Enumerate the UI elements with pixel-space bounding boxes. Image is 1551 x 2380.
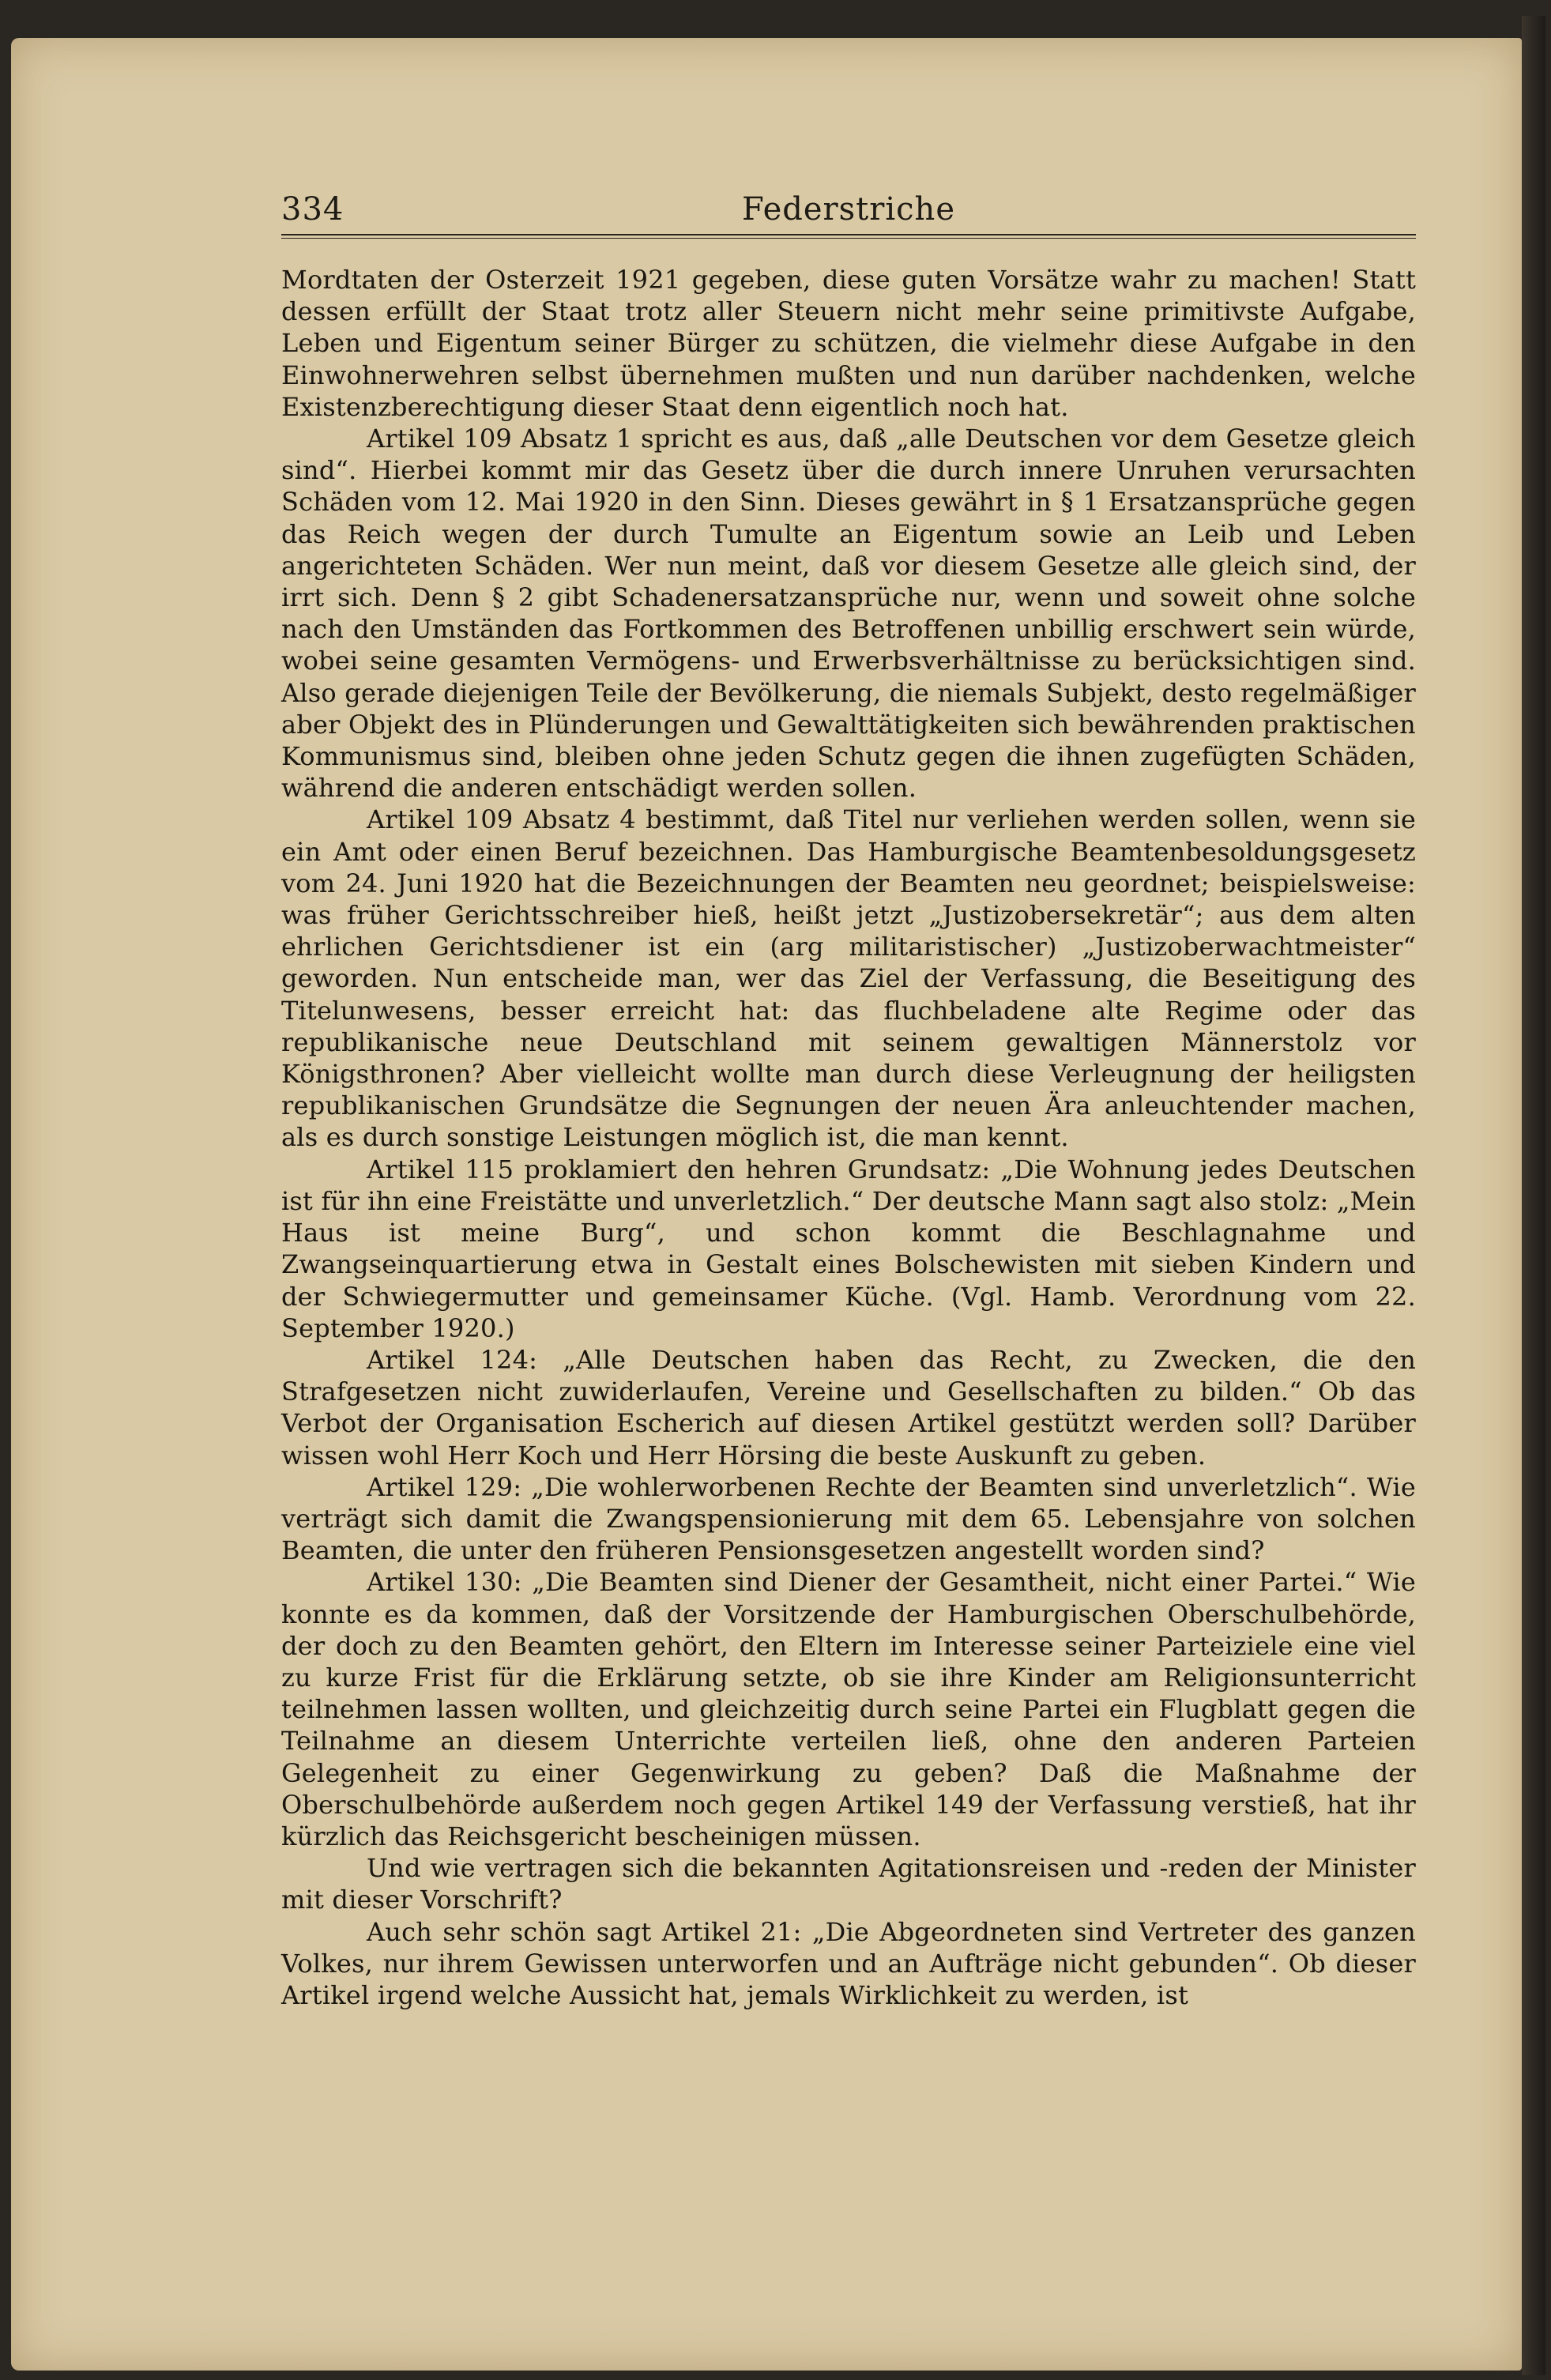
paragraph: Artikel 129: „Die wohlerworbenen Rechte der Beamten sind unverletzlich“. Wie verträgt sich damit die Zwangspensionierung mit dem 65. Lebensjahre von solchen Beamten, die unter den früheren Pensionsgesetzen angestellt worden sind? [281, 1471, 1416, 1566]
page-header [281, 191, 1416, 239]
body-text [281, 264, 1416, 2011]
header-rule [281, 234, 1416, 239]
paragraph: Mordtaten der Osterzeit 1921 gegeben, diese guten Vorsätze wahr zu machen! Statt dessen erfüllt der Staat trotz aller Steuern nicht mehr seine primitivste Aufgabe, Leben und Eigentum seiner Bürger zu schützen, die vielmehr diese Aufgabe in den Einwohnerwehren selbst übernehmen mußten und nun darüber nachdenken, welche Existenzberechtigung dieser Staat denn eigentlich noch hat. [281, 265, 1416, 422]
paragraph: Auch sehr schön sagt Artikel 21: „Die Abgeordneten sind Vertreter des ganzen Volkes, nur ihrem Gewissen unterworfen und an Aufträge nicht gebunden“. Ob dieser Artikel irgend welche Aussicht hat, jemals Wirklichkeit zu werden, ist [281, 1916, 1416, 2010]
running-title: Federstriche [742, 191, 955, 228]
page-number: 334 [281, 191, 344, 228]
paragraph: Artikel 109 Absatz 1 spricht es aus, daß „alle Deutschen vor dem Gesetze gleich sind“. Hierbei kommt mir das Gesetz über die durch innere Unruhen verursachten Schäden vom 12. Mai 1920 in den Sinn. Dieses gewährt in § 1 Ersatzansprüche gegen das Reich wegen der durch Tumulte an Eigentum sowie an Leib und Leben angerichteten Schäden. Wer nun meint, daß vor diesem Gesetze alle gleich sind, der irrt sich. Denn § 2 gibt Schadenersatzansprüche nur, wenn und soweit ohne solche nach den Umständen das Fortkommen des Betroffenen unbillig erschwert sein würde, wobei seine gesamten Vermögens- und Erwerbsverhältnisse zu berücksichtigen sind. Also gerade diejenigen Teile der Bevölkerung, die niemals Subjekt, desto regelmäßiger aber Objekt des in Plünderungen und Gewalttätigkeiten sich bewährenden praktischen Kommunismus sind, bleiben ohne jeden Schutz gegen die ihnen zugefügten Schäden, während die anderen entschädigt werden sollen. [281, 424, 1416, 804]
paragraph: Artikel 124: „Alle Deutschen haben das Recht, zu Zwecken, die den Strafgesetzen nicht zuwiderlaufen, Vereine und Gesellschaften zu bilden.“ Ob das Verbot der Organisation Escherich auf diesen Artikel gestützt werden soll? Darüber wissen wohl Herr Koch und Herr Hörsing die beste Auskunft zu geben. [281, 1344, 1416, 1471]
paragraph: Und wie vertragen sich die bekannten Agitationsreisen und -reden der Minister mit dieser Vorschrift? [281, 1853, 1416, 1915]
paragraph: Artikel 109 Absatz 4 bestimmt, daß Titel nur verliehen werden sollen, wenn sie ein Amt oder einen Beruf bezeichnen. Das Hamburgische Beamtenbesoldungsgesetz vom 24. Juni 1920 hat die Bezeichnungen der Beamten neu geordnet; beispielsweise: was früher Gerichtsschreiber hieß, heißt jetzt „Justizobersekretär“; aus dem alten ehrlichen Gerichtsdiener ist ein (arg militaristischer) „Justizoberwachtmeister“ geworden. Nun entscheide man, wer das Ziel der Verfassung, die Beseitigung des Titelunwesens, besser erreicht hat: das fluchbeladene alte Regime oder das republikanische neue Deutschland mit seinem gewaltigen Männerstolz vor Königsthronen? Aber vielleicht wollte man durch diese Verleugnung der heiligsten republikanischen Grundsätze die Segnungen der neuen Ära anleuchtender machen, als es durch sonstige Leistungen möglich ist, die man kennt. [281, 804, 1416, 1153]
book-edge [1522, 16, 1545, 2375]
paragraph: Artikel 130: „Die Beamten sind Diener der Gesamtheit, nicht einer Partei.“ Wie konnte es da kommen, daß der Vorsitzende der Hamburgischen Oberschulbehörde, der doch zu den Beamten gehört, den Eltern im Interesse seiner Parteiziele eine viel zu kurze Frist für die Erklärung setzte, ob sie ihre Kinder am Religionsunterricht teilnehmen lassen wollten, und gleichzeitig durch seine Partei ein Flugblatt gegen die Teilnahme an diesem Unterrichte verteilen ließ, ohne den anderen Parteien Gelegenheit zu einer Gegenwirkung zu geben? Daß die Maßnahme der Oberschulbehörde außerdem noch gegen Artikel 149 der Verfassung verstieß, hat ihr kürzlich das Reichsgericht bescheinigen müssen. [281, 1567, 1416, 1851]
paragraph: Artikel 115 proklamiert den hehren Grundsatz: „Die Wohnung jedes Deutschen ist für ihn eine Freistätte und unverletzlich.“ Der deutsche Mann sagt also stolz: „Mein Haus ist meine Burg“, und schon kommt die Beschlagnahme und Zwangseinquartierung etwa in Gestalt eines Bolschewisten mit sieben Kindern und der Schwiegermutter und gemeinsamer Küche. (Vgl. Hamb. Verordnung vom 22. September 1920.) [281, 1154, 1416, 1343]
